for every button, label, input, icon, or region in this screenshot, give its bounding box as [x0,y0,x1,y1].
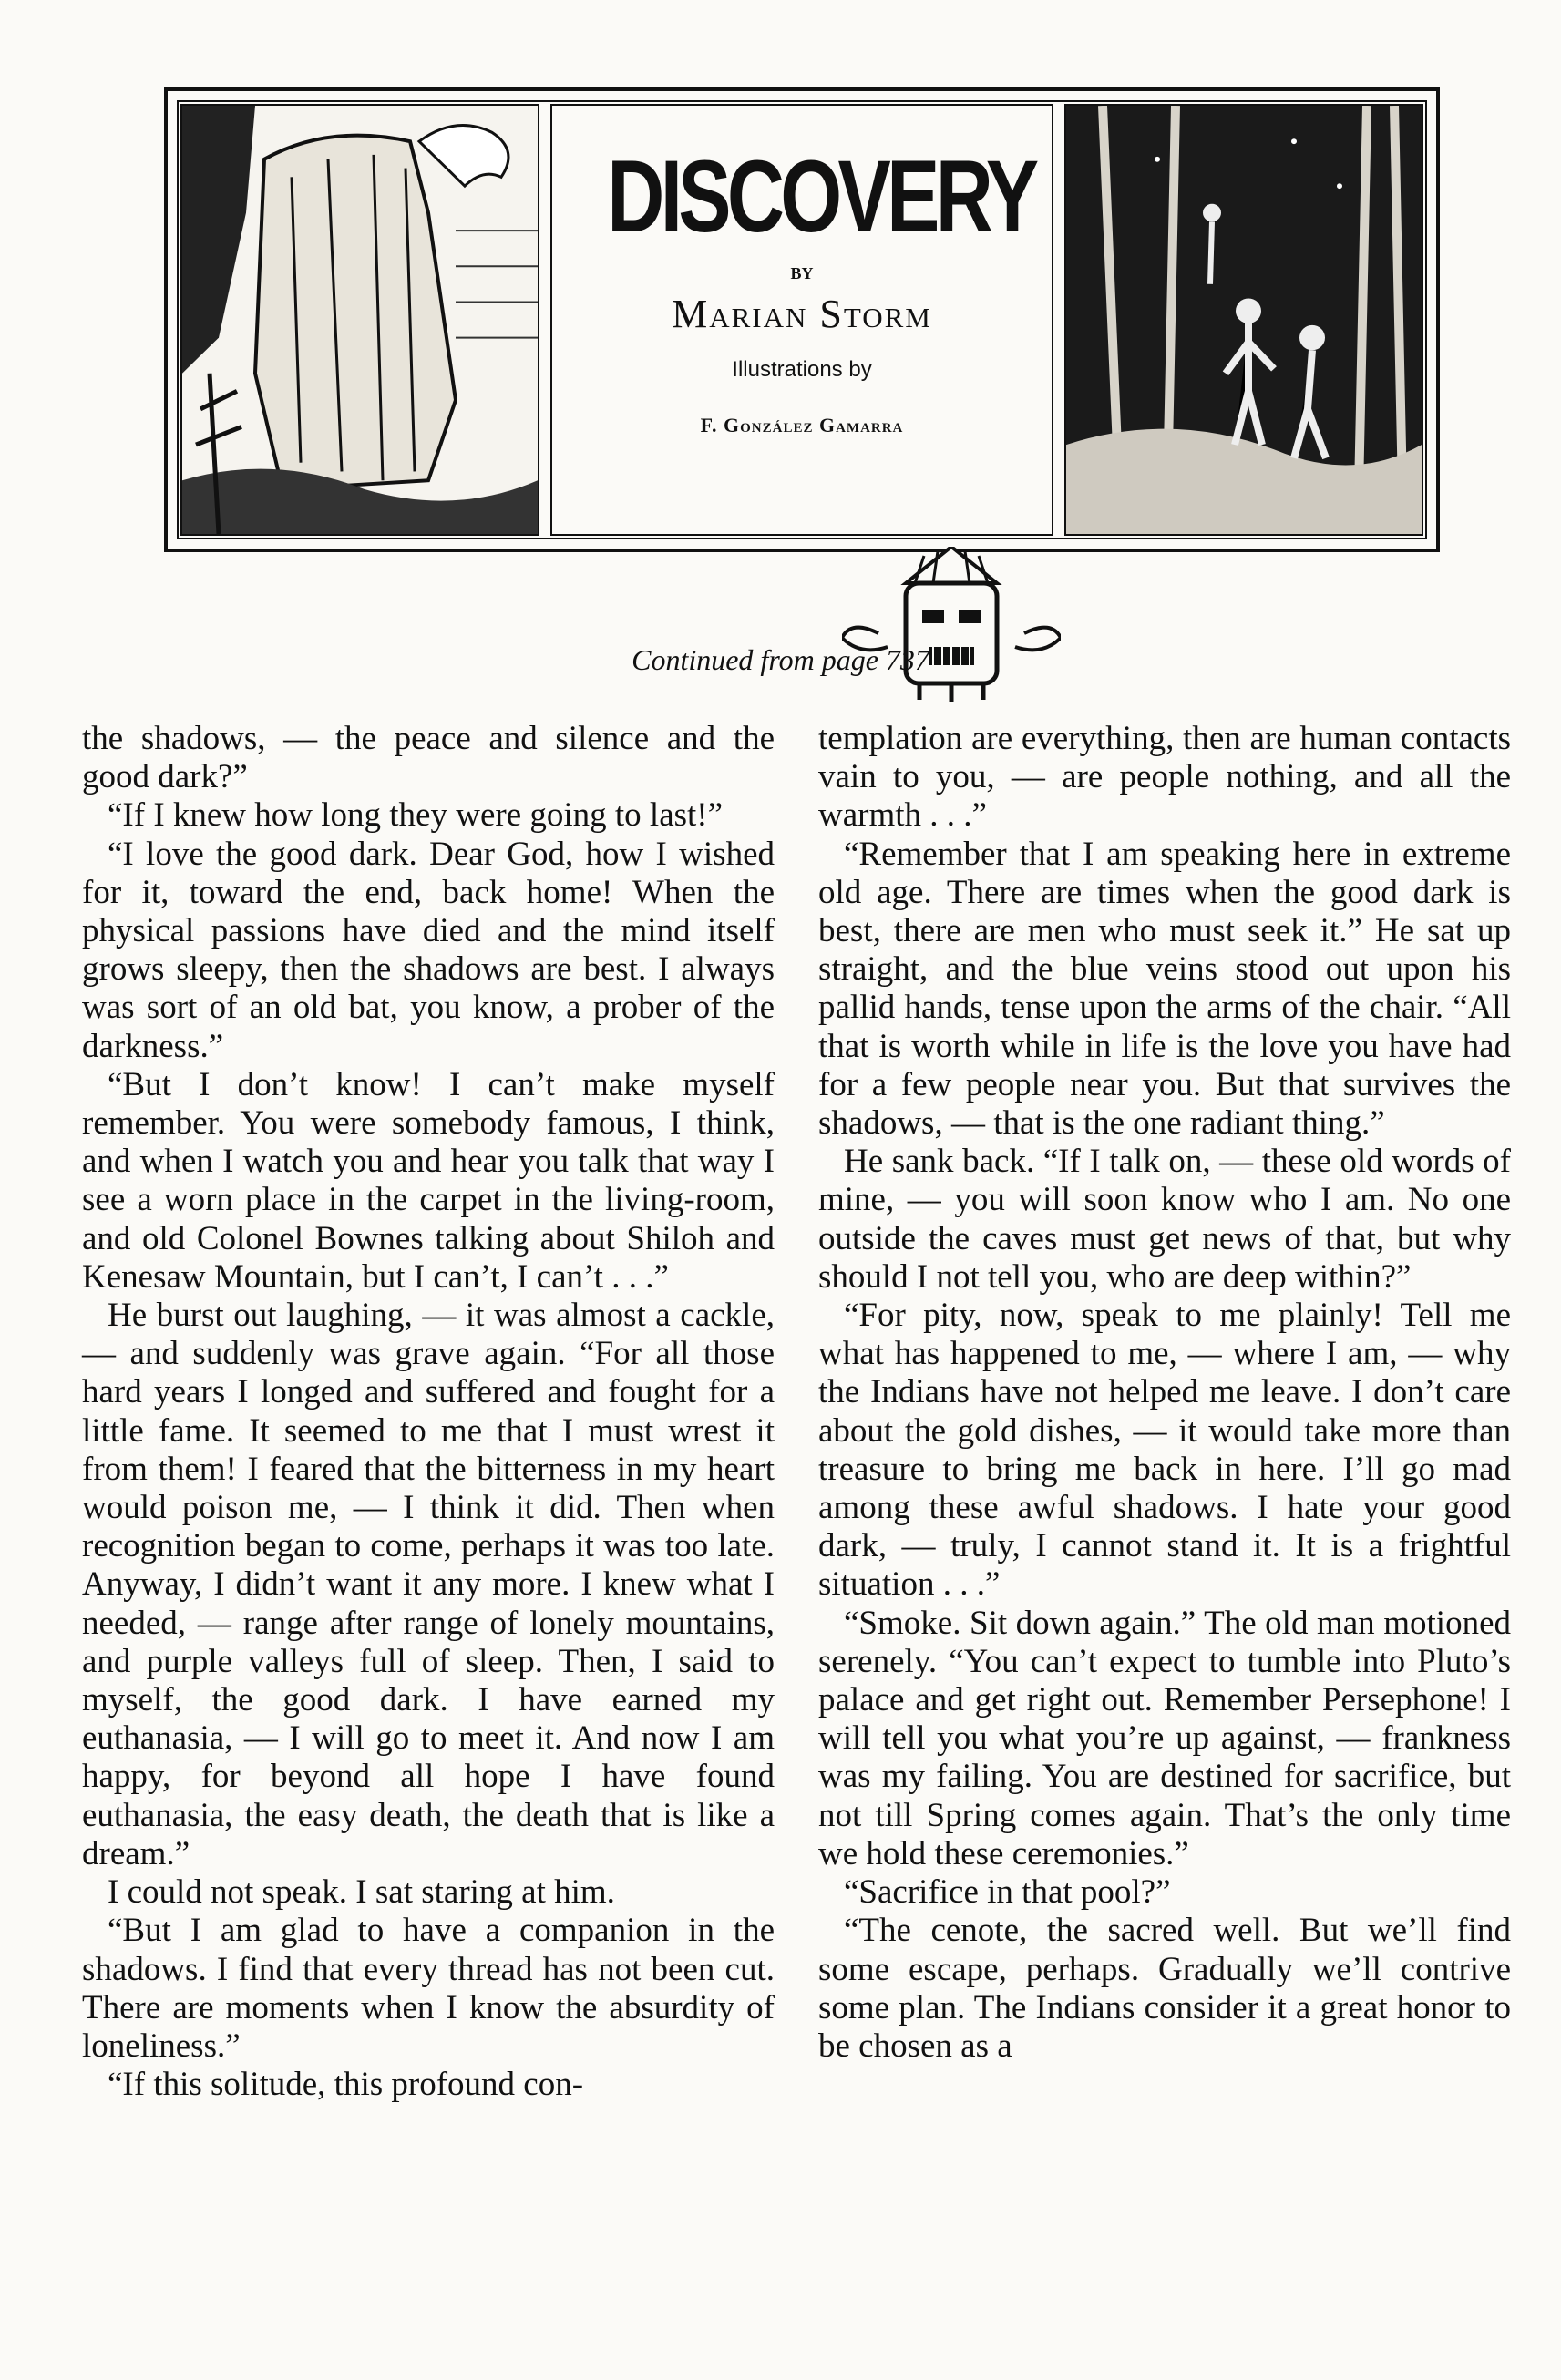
forest-illustration [1064,104,1423,536]
paragraph: “Sacrifice in that pool?” [844,1873,1171,1912]
paragraph: He sank back. “If I talk on, — these old words of mine, — you will soon know who I am. No one outside the caves must get news of that, but why should I not tell you, who are deep within?” [818,1143,1511,1296]
paragraph: “I love the good dark. Dear God, how I wished for it, toward the end, back home! When the physical passions have died and the mind itself grows sleepy, then the shadows are best. I always was sort of an old bat, you know, a prober of the darkness.” [82,835,775,1065]
left-column [82,720,775,2104]
paragraph: “If this solitude, this profound con- [108,2066,584,2104]
illustrator-name: F. González Gamarra [700,414,904,436]
paragraph: “For pity, now, speak to me plainly! Tell me what has happened to me, — where I am, — why the Indians have not helped me leave. I don’t care about the gold dishes, — it would take more than treasure to bring me back in here. I’ll go mad among these awful shadows. I hate your good dark, — truly, I cannot stand it. It is a frightful situation . . .” [818,1297,1511,1604]
paragraph: “Smoke. Sit down again.” The old man motioned serenely. “You can’t expect to tumble into Pluto’s palace and get right out. Remember Persephone! I will tell you what you’re up against, — frankness was my failing. You are destined for sacrifice, but not till Spring comes again. That’s the only time we hold these ceremonies.” [818,1604,1511,1872]
author-name: Marian Storm [672,292,932,336]
paragraph: templation are everything, then are human contacts vain to you, — are people nothing, and all the warmth . . .” [818,720,1511,835]
paragraph: “If I knew how long they were going to last!” [108,796,724,835]
right-column [818,720,1511,2066]
aztec-mask-ornament [842,547,1061,702]
paragraph: I could not speak. I sat staring at him. [108,1873,615,1912]
paragraph: “Remember that I am speaking here in extreme old age. There are times when the good dark is best, there are men who must seek it.” He sat up straight, and the blue veins stood out upon his pallid hands, tense upon the arms of the chair. “All that is worth while in life is the love you have had for a few people near you. But that survives the shadows, — that is the one radiant thing.” [818,835,1511,1143]
by-label: BY [790,264,814,282]
paragraph: “The cenote, the sacred well. But we’ll find some escape, perhaps. Gradually we’ll contrive some plan. The Indians consider it a great honor to be chosen as a [818,1912,1511,2065]
paragraph: “But I am glad to have a companion in the shadows. I find that every thread has not been cut. There are moments when I know the absurdity of loneliness.” [82,1912,775,2065]
paragraph: “But I don’t know! I can’t make myself remember. You were somebody famous, I think, and when I watch you and hear you talk that way I see a worn place in the carpet in the living-room, and old Colonel Bownes talking about Shiloh and Kenesaw Mountain, but I can’t, I can’t . . .” [82,1065,775,1296]
illustrations-label: Illustrations by [732,357,872,382]
cliff-illustration [180,104,539,536]
continued-note: Continued from page 737 [632,643,929,676]
article-title: DISCOVERY [607,139,1035,253]
paragraph: He burst out laughing, — it was almost a cackle, — and suddenly was grave again. “For all those hard years I longed and suffered and fought for a little fame. It seemed to me that I must wrest it from them! I feared that the bitterness in my heart would poison me, — I think it did. Then when recognition began to come, perhaps it was too late. Anyway, I didn’t want it any more. I knew what I needed, — range after range of lonely mountains, and purple valleys full of sleep. Then, I said to myself, the good dark. I have earned my euthanasia, — I will go to meet it. And now I am happy, for beyond all hope I have found euthanasia, the easy death, the death that is like a dream.” [82,1297,775,1872]
title-banner [164,87,1440,552]
paragraph: the shadows, — the peace and silence and the good dark?” [82,720,775,796]
title-box [550,104,1053,536]
